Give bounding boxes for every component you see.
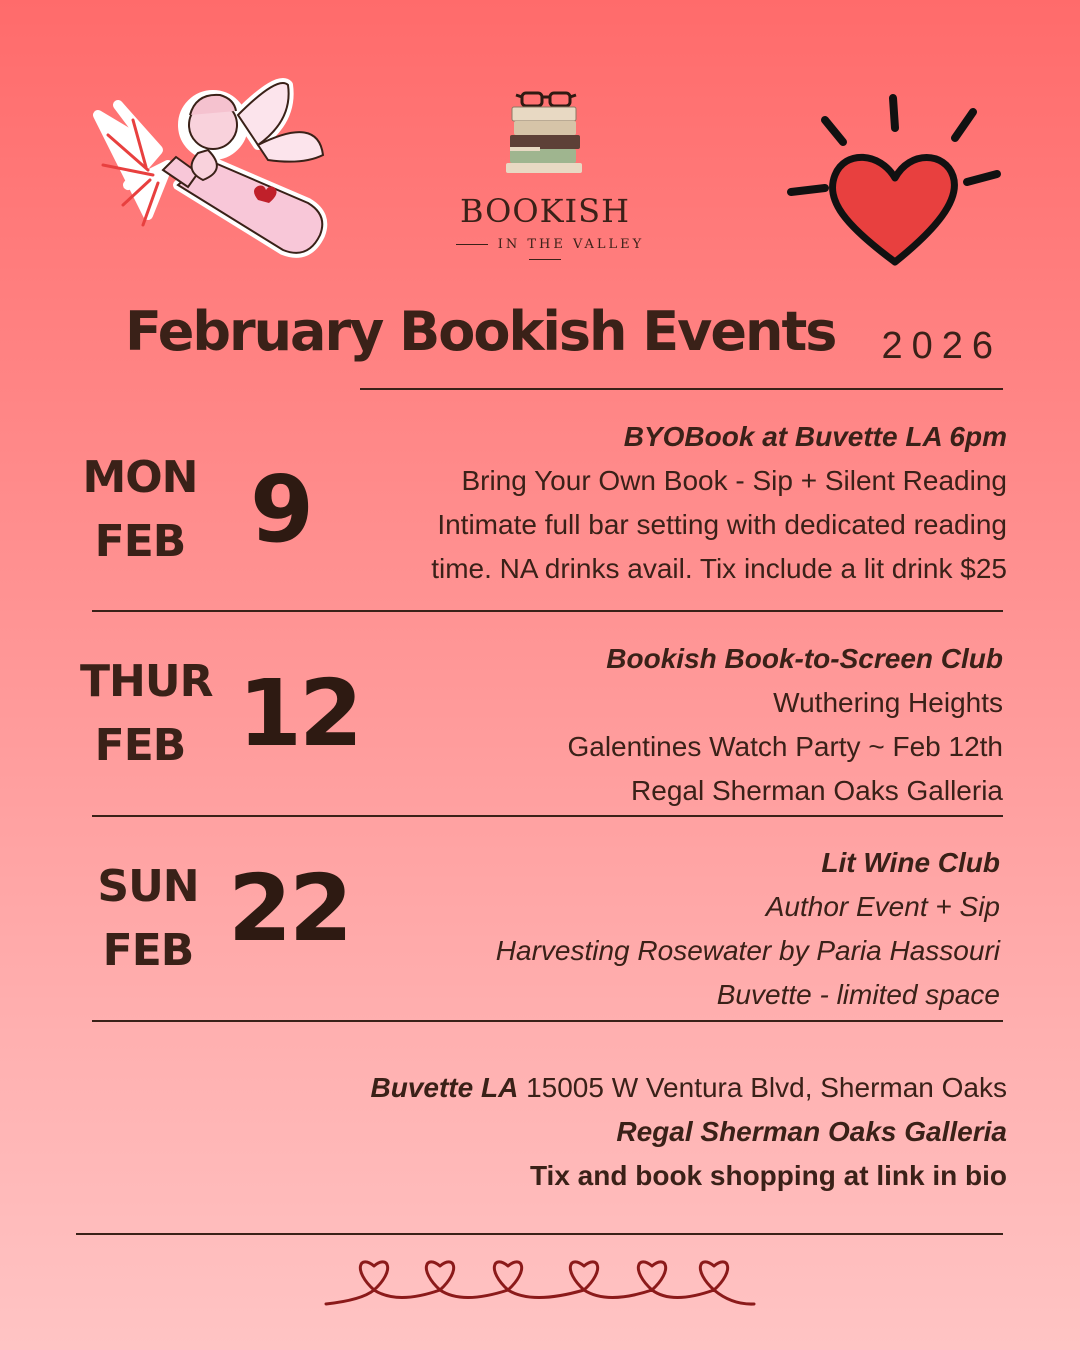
- event-1-line: Bring Your Own Book - Sip + Silent Reading: [461, 465, 1007, 496]
- page-title: February Bookish Events: [125, 300, 836, 363]
- event-2-title: Bookish Book-to-Screen Club: [606, 643, 1003, 674]
- footer-divider: [76, 1233, 1003, 1235]
- event-3-line: Buvette - limited space: [716, 979, 1000, 1010]
- venue-1-name: Buvette LA: [370, 1072, 519, 1103]
- event-3-line: Author Event + Sip: [765, 891, 1000, 922]
- divider: [92, 610, 1003, 612]
- event-2-weekday: THUR: [80, 656, 213, 707]
- heart-squiggle-icon: [322, 1250, 758, 1310]
- event-1-line: Intimate full bar setting with dedicated reading: [437, 509, 1007, 540]
- event-2-details: [567, 637, 1003, 813]
- event-1-details: [431, 415, 1007, 591]
- event-3-title: Lit Wine Club: [821, 847, 1000, 878]
- cupid-icon: [88, 75, 338, 260]
- venue-2: Regal Sherman Oaks Galleria: [616, 1116, 1007, 1147]
- event-1-day: 9: [250, 456, 312, 563]
- divider: [92, 1020, 1003, 1022]
- event-2-day: 12: [238, 660, 361, 767]
- event-2-line: Regal Sherman Oaks Galleria: [631, 775, 1003, 806]
- event-3-details: [496, 841, 1000, 1017]
- glowing-heart-icon: [785, 90, 1005, 270]
- venue-1-address: 15005 W Ventura Blvd, Sherman Oaks: [526, 1072, 1007, 1103]
- venue-info: [371, 1066, 1008, 1198]
- event-2-line: Wuthering Heights: [773, 687, 1003, 718]
- venue-1: [371, 1066, 1008, 1110]
- event-3-weekday: SUN: [97, 861, 199, 912]
- event-3-date: [88, 855, 208, 983]
- event-3-month: FEB: [102, 924, 194, 976]
- event-2-month: FEB: [94, 719, 186, 771]
- event-3-line: Harvesting Rosewater by Paria Hassouri: [495, 935, 1000, 966]
- event-3-day: 22: [228, 855, 351, 962]
- logo-name: BOOKISH: [460, 192, 630, 230]
- event-1-date: [80, 446, 200, 574]
- event-1-title: BYOBook at Buvette LA 6pm: [623, 421, 1007, 452]
- cta-text: Tix and book shopping at link in bio: [529, 1160, 1007, 1191]
- event-1-month: FEB: [94, 515, 186, 567]
- divider: [92, 815, 1003, 817]
- event-2-line: Galentines Watch Party ~ Feb 12th: [567, 731, 1003, 762]
- year-label: 2026: [881, 325, 1002, 367]
- event-1-line: time. NA drinks avail. Tix include a lit drink $25: [431, 553, 1007, 584]
- title-underline: [360, 388, 1003, 390]
- glasses-icon: [516, 93, 576, 106]
- event-1-weekday: MON: [82, 452, 198, 503]
- logo-tagline: IN THE VALLEY: [440, 237, 650, 267]
- event-2-date: [80, 650, 213, 778]
